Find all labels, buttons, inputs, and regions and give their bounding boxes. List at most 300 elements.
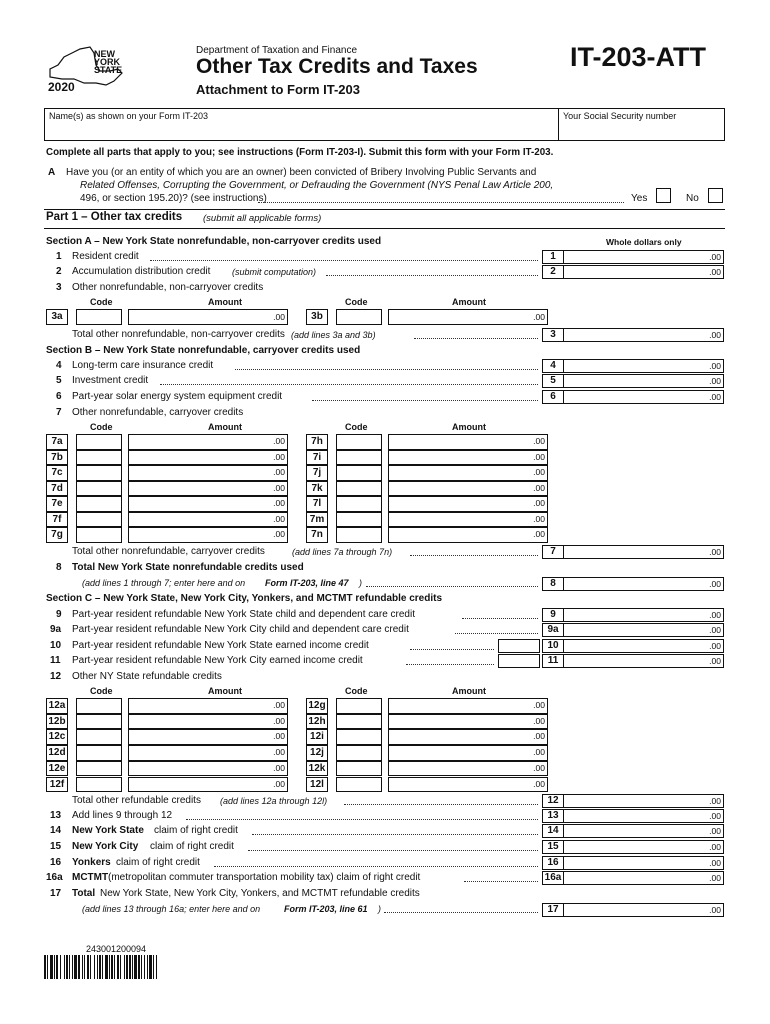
barcode-bar (94, 955, 95, 979)
leader-dots (344, 804, 538, 805)
no-label: No (686, 193, 699, 204)
line-text-bold: Total (72, 888, 96, 899)
barcode-bar (105, 955, 108, 979)
line-text-bold: Yonkers (72, 857, 111, 868)
barcode-bar (66, 955, 68, 979)
code-amount-field[interactable] (128, 745, 288, 761)
line-number-box: 9 (542, 608, 564, 622)
barcode-bar (47, 955, 48, 979)
amount-field[interactable] (563, 903, 724, 917)
cents-label: .00 (273, 312, 285, 322)
code-field[interactable] (76, 714, 122, 730)
line-number: 5 (56, 375, 62, 386)
code-field[interactable] (336, 729, 382, 745)
line-number: 13 (50, 810, 62, 821)
line-number: 4 (56, 360, 62, 371)
line-text: Total New York State nonrefundable credits used (72, 562, 304, 573)
code-line-label: 12c (46, 729, 68, 745)
barcode-bar (114, 955, 115, 979)
yes-checkbox[interactable] (656, 188, 671, 203)
code-amount-field[interactable] (128, 714, 288, 730)
amount-field[interactable] (563, 639, 724, 653)
line-text: Part-year resident refundable New York State child and dependent care credit (72, 609, 415, 620)
amount-field[interactable] (563, 577, 724, 591)
code-line-label: 12a (46, 698, 68, 714)
line-number-box: 8 (542, 577, 564, 591)
line-text-bold: New York City (72, 841, 139, 852)
line-text-bold: MCTMT (72, 872, 109, 883)
cents-label: .00 (273, 482, 285, 493)
cents-label: .00 (709, 330, 721, 340)
column-header: Amount (452, 297, 486, 307)
line-number-box: 16 (542, 856, 564, 870)
cents-label: .00 (709, 610, 721, 620)
part1-note: (submit all applicable forms) (203, 213, 322, 224)
code-line-label: 7e (46, 496, 68, 512)
barcode-bar (50, 955, 53, 979)
question-a-line: 496, or section 195.20)? (see instructions) (80, 193, 267, 204)
code-amount-field[interactable] (388, 761, 548, 777)
code-field[interactable] (76, 309, 122, 325)
line-text: Accumulation distribution credit (72, 266, 211, 277)
logo-line: STATE (94, 65, 123, 75)
part1-title: Part 1 – Other tax credits (46, 211, 183, 223)
code-amount-field[interactable] (128, 698, 288, 714)
cents-label: .00 (533, 436, 545, 446)
code-field[interactable] (336, 761, 382, 777)
line-number: 10 (50, 640, 62, 651)
barcode-bar (69, 955, 70, 979)
line-note-bold: Form IT-203, line 61 (284, 904, 368, 914)
column-header: Amount (208, 422, 242, 432)
barcode-bar (109, 955, 110, 979)
barcode-bar (87, 955, 89, 979)
cents-label: .00 (273, 513, 285, 524)
code-line-label: 7f (46, 512, 68, 528)
cents-label: .00 (709, 905, 721, 915)
code-field[interactable] (336, 496, 382, 512)
amount-field[interactable] (563, 654, 724, 668)
line-number-box: 1 (542, 250, 564, 264)
leader-dots (248, 850, 538, 851)
code-amount-field[interactable] (388, 527, 548, 543)
cents-label: .00 (273, 700, 285, 710)
code-line-label: 3a (46, 309, 68, 325)
code-line-label: 12k (306, 761, 328, 777)
barcode-bar (44, 955, 46, 979)
code-field[interactable] (336, 745, 382, 761)
column-header: Code (90, 686, 113, 696)
amount-field[interactable] (563, 545, 724, 559)
code-amount-field[interactable] (128, 434, 288, 450)
code-line-label: 7m (306, 512, 328, 528)
line-number-box: 3 (542, 328, 564, 342)
line-number: 6 (56, 391, 62, 402)
cents-label: .00 (533, 747, 545, 758)
code-field[interactable] (336, 309, 382, 325)
cents-label: .00 (533, 529, 545, 539)
line-number: 11 (50, 655, 61, 666)
cents-label: .00 (273, 747, 285, 758)
amount-field[interactable] (563, 250, 724, 264)
amount-field[interactable] (563, 390, 724, 404)
line-number-box: 13 (542, 809, 564, 823)
line-note-bold: Form IT-203, line 47 (265, 578, 349, 588)
code-field[interactable] (336, 777, 382, 793)
line-number-box: 11 (542, 654, 564, 668)
code-field[interactable] (336, 512, 382, 528)
leader-dots (258, 202, 624, 203)
code-amount-field[interactable] (128, 465, 288, 481)
amount-field[interactable] (563, 824, 724, 838)
line-number: 8 (56, 562, 62, 573)
column-header: Amount (208, 297, 242, 307)
leader-dots (252, 834, 538, 835)
line-text: Add lines 9 through 12 (72, 810, 173, 821)
code-line-label: 12h (306, 714, 328, 730)
line-note: (add lines 7a through 7n) (292, 547, 393, 557)
logo-line: NEW (94, 49, 115, 59)
cents-label: .00 (709, 641, 721, 651)
barcode-bar (153, 955, 154, 979)
line-text: claim of right credit (116, 857, 200, 868)
line-text: Long-term care insurance credit (72, 360, 214, 371)
amount-field[interactable] (563, 871, 724, 885)
code-line-label: 7g (46, 527, 68, 543)
code-line-label: 7h (306, 434, 328, 450)
barcode-bar (90, 955, 91, 979)
column-header: Code (90, 422, 113, 432)
cents-label: .00 (709, 361, 721, 371)
code-amount-field[interactable] (388, 465, 548, 481)
barcode-bar (111, 955, 113, 979)
line-note: (submit computation) (232, 267, 317, 277)
code-amount-field[interactable] (388, 434, 548, 450)
cents-label: .00 (709, 625, 721, 635)
code-line-label: 12g (306, 698, 328, 714)
code-line-label: 12i (306, 729, 328, 745)
line-text: Other nonrefundable, non-carryover credits (72, 282, 264, 293)
leader-dots (326, 275, 538, 276)
barcode-bar (124, 955, 125, 979)
cents-label: .00 (273, 529, 285, 539)
cents-label: .00 (533, 778, 545, 789)
barcode-bar (54, 955, 55, 979)
barcode-bar (129, 955, 131, 979)
barcode-bar (117, 955, 119, 979)
code-amount-field[interactable] (388, 714, 548, 730)
barcode-bar (141, 955, 142, 979)
code-field[interactable] (76, 729, 122, 745)
barcode-bar (78, 955, 80, 979)
cents-label: .00 (273, 498, 285, 508)
cents-label: .00 (709, 579, 721, 589)
code-line-label: 7l (306, 496, 328, 512)
line-text: Other NY State refundable credits (72, 671, 222, 682)
barcode-bar (99, 955, 101, 979)
code-amount-field[interactable] (388, 496, 548, 512)
column-header: Amount (452, 686, 486, 696)
line-number: 17 (50, 888, 62, 899)
cents-label: .00 (709, 547, 721, 557)
leader-dots (464, 881, 538, 882)
name-field[interactable] (45, 109, 559, 140)
cents-label: .00 (709, 392, 721, 402)
column-header: Code (345, 686, 368, 696)
line-number-box: 10 (542, 639, 564, 653)
whole-dollars-label: Whole dollars only (606, 237, 682, 247)
line-number: 9 (56, 609, 62, 620)
line-text: claim of right credit (154, 825, 238, 836)
code-field[interactable] (336, 434, 382, 450)
indicator-box[interactable] (498, 639, 540, 653)
code-line-label: 12d (46, 745, 68, 761)
cents-label: .00 (533, 715, 545, 726)
form-title: Other Tax Credits and Taxes (196, 55, 478, 78)
cents-label: .00 (709, 267, 721, 277)
cents-label: .00 (273, 762, 285, 773)
code-field[interactable] (336, 714, 382, 730)
leader-dots (186, 819, 538, 820)
amount-field[interactable] (563, 840, 724, 854)
cents-label: .00 (273, 436, 285, 446)
barcode-bar (72, 955, 73, 979)
code-field[interactable] (76, 761, 122, 777)
cents-label: .00 (533, 731, 545, 742)
line-number-box: 15 (542, 840, 564, 854)
code-line-label: 7a (46, 434, 68, 450)
cents-label: .00 (533, 467, 545, 477)
barcode-bar (84, 955, 85, 979)
barcode-bar (120, 955, 121, 979)
line-text: Total other nonrefundable, non-carryover credits (72, 329, 285, 340)
line-number-box: 17 (542, 903, 564, 917)
code-field[interactable] (76, 481, 122, 497)
amount-field[interactable] (563, 374, 724, 388)
barcode-number: 243001200094 (86, 944, 147, 954)
leader-dots (312, 400, 538, 401)
amount-field[interactable] (563, 359, 724, 373)
cents-label: .00 (709, 842, 721, 852)
code-field[interactable] (336, 698, 382, 714)
line-text-bold: New York State (72, 825, 144, 836)
leader-dots (235, 369, 538, 370)
barcode-bar (156, 955, 157, 979)
line-text: Investment credit (72, 375, 149, 386)
line-note: (add lines 12a through 12l) (220, 796, 328, 806)
line-note: ) (378, 904, 381, 914)
code-amount-field[interactable] (128, 761, 288, 777)
instructions: Complete all parts that apply to you; see instructions (Form IT-203-I). Submit this form with your Form IT-203. (46, 147, 554, 158)
code-line-label: 7i (306, 450, 328, 466)
code-line-label: 12l (306, 777, 328, 793)
code-amount-field[interactable] (128, 309, 288, 325)
code-amount-field[interactable] (128, 527, 288, 543)
code-field[interactable] (336, 481, 382, 497)
barcode-bar (60, 955, 61, 979)
line-number: 14 (50, 825, 62, 836)
cents-label: .00 (273, 715, 285, 726)
line-text: Part-year resident refundable New York City earned income credit (72, 655, 363, 666)
amount-field[interactable] (563, 623, 724, 637)
code-line-label: 7j (306, 465, 328, 481)
code-field[interactable] (76, 434, 122, 450)
cents-label: .00 (709, 252, 721, 262)
barcode-bar (56, 955, 58, 979)
cents-label: .00 (273, 778, 285, 789)
code-field[interactable] (76, 745, 122, 761)
code-field[interactable] (336, 527, 382, 543)
leader-dots (455, 633, 538, 634)
code-line-label: 7c (46, 465, 68, 481)
line-text: Resident credit (72, 251, 139, 262)
line-number-box: 16a (542, 871, 564, 885)
question-a-line: Related Offenses, Corrupting the Government, or Defrauding the Government (NYS Penal Law Article 200, (80, 180, 554, 191)
question-letter: A (48, 167, 56, 178)
barcode-bar (74, 955, 77, 979)
code-field[interactable] (76, 527, 122, 543)
leader-dots (214, 866, 538, 867)
line-note: (add lines 13 through 16a; enter here and on (82, 904, 261, 914)
line-number-box: 9a (542, 623, 564, 637)
code-amount-field[interactable] (388, 777, 548, 793)
line-text: (metropolitan commuter transportation mobility tax) claim of right credit (108, 872, 421, 883)
code-field[interactable] (336, 450, 382, 466)
line-number-box: 4 (542, 359, 564, 373)
barcode-bar (82, 955, 83, 979)
code-field[interactable] (336, 465, 382, 481)
line-number-box: 2 (542, 265, 564, 279)
code-line-label: 12e (46, 761, 68, 777)
line-text: Total other refundable credits (72, 795, 201, 806)
code-amount-field[interactable] (388, 512, 548, 528)
cents-label: .00 (709, 796, 721, 806)
line-note: (add lines 1 through 7; enter here and on (82, 578, 246, 588)
leader-dots (384, 912, 538, 913)
barcode-bar (102, 955, 103, 979)
amount-field[interactable] (563, 794, 724, 808)
column-header: Code (90, 297, 113, 307)
line-text: New York State, New York City, Yonkers, and MCTMT refundable credits (100, 888, 420, 899)
code-amount-field[interactable] (128, 496, 288, 512)
line-number: 9a (50, 624, 62, 635)
barcode-bar (144, 955, 145, 979)
barcode-bar (138, 955, 140, 979)
code-line-label: 7b (46, 450, 68, 466)
cents-label: .00 (533, 498, 545, 508)
cents-label: .00 (533, 451, 545, 462)
code-amount-field[interactable] (128, 450, 288, 466)
cents-label: .00 (709, 376, 721, 386)
amount-field[interactable] (563, 809, 724, 823)
line-number-box: 12 (542, 794, 564, 808)
code-line-label: 12j (306, 745, 328, 761)
line-number-box: 6 (542, 390, 564, 404)
cents-label: .00 (533, 312, 545, 322)
cents-label: .00 (273, 731, 285, 742)
code-line-label: 7k (306, 481, 328, 497)
code-amount-field[interactable] (388, 698, 548, 714)
code-amount-field[interactable] (128, 729, 288, 745)
line-number-box: 7 (542, 545, 564, 559)
question-a-line: Have you (or an entity of which you are an owner) been convicted of Bribery Involving Public Servants and (66, 167, 537, 178)
logo-text (94, 50, 122, 74)
code-amount-field[interactable] (388, 450, 548, 466)
form-id: IT-203-ATT (570, 42, 707, 72)
form-subtitle: Attachment to Form IT-203 (196, 82, 360, 97)
column-header: Code (345, 422, 368, 432)
code-amount-field[interactable] (388, 729, 548, 745)
line-note: (add lines 3a and 3b) (291, 330, 376, 340)
line-number: 3 (56, 282, 62, 293)
leader-dots (410, 555, 538, 556)
barcode-bar (134, 955, 137, 979)
line-number-box: 5 (542, 374, 564, 388)
no-checkbox[interactable] (708, 188, 723, 203)
code-field[interactable] (76, 512, 122, 528)
line-number: 16 (50, 857, 62, 868)
department-name: Department of Taxation and Finance (196, 45, 358, 56)
indicator-box[interactable] (498, 654, 540, 668)
code-field[interactable] (76, 450, 122, 466)
cents-label: .00 (709, 873, 721, 883)
barcode-bar (132, 955, 133, 979)
code-field[interactable] (76, 465, 122, 481)
code-amount-field[interactable] (128, 777, 288, 793)
barcode-bar (149, 955, 152, 979)
code-field[interactable] (76, 777, 122, 793)
leader-dots (366, 586, 538, 587)
cents-label: .00 (533, 700, 545, 710)
code-line-label: 7n (306, 527, 328, 543)
cents-label: .00 (709, 826, 721, 836)
leader-dots (410, 649, 494, 650)
line-number: 1 (56, 251, 62, 262)
cents-label: .00 (709, 656, 721, 666)
section-c-title: Section C – New York State, New York City, Yonkers, and MCTMT refundable credits (46, 593, 443, 604)
barcode-bar (147, 955, 148, 979)
leader-dots (160, 384, 538, 385)
leader-dots (150, 260, 538, 261)
leader-dots (414, 338, 538, 339)
cents-label: .00 (709, 858, 721, 868)
taxpayer-id-fields (44, 108, 725, 141)
ssn-field[interactable] (559, 109, 724, 140)
amount-field[interactable] (563, 608, 724, 622)
amount-field[interactable] (563, 856, 724, 870)
code-amount-field[interactable] (128, 481, 288, 497)
barcode-bar (126, 955, 128, 979)
line-number: 7 (56, 407, 62, 418)
line-number-box: 14 (542, 824, 564, 838)
code-amount-field[interactable] (388, 481, 548, 497)
cents-label: .00 (709, 811, 721, 821)
code-amount-field[interactable] (388, 309, 548, 325)
line-text: claim of right credit (150, 841, 234, 852)
line-number: 16a (46, 872, 63, 883)
code-field[interactable] (76, 698, 122, 714)
divider (44, 209, 725, 210)
barcode-bar (64, 955, 65, 979)
code-line-label: 3b (306, 309, 328, 325)
amount-field[interactable] (563, 265, 724, 279)
code-amount-field[interactable] (128, 512, 288, 528)
amount-field[interactable] (563, 328, 724, 342)
code-field[interactable] (76, 496, 122, 512)
line-text: Part-year resident refundable New York City child and dependent care credit (72, 624, 409, 635)
code-amount-field[interactable] (388, 745, 548, 761)
line-text: Other nonrefundable, carryover credits (72, 407, 244, 418)
